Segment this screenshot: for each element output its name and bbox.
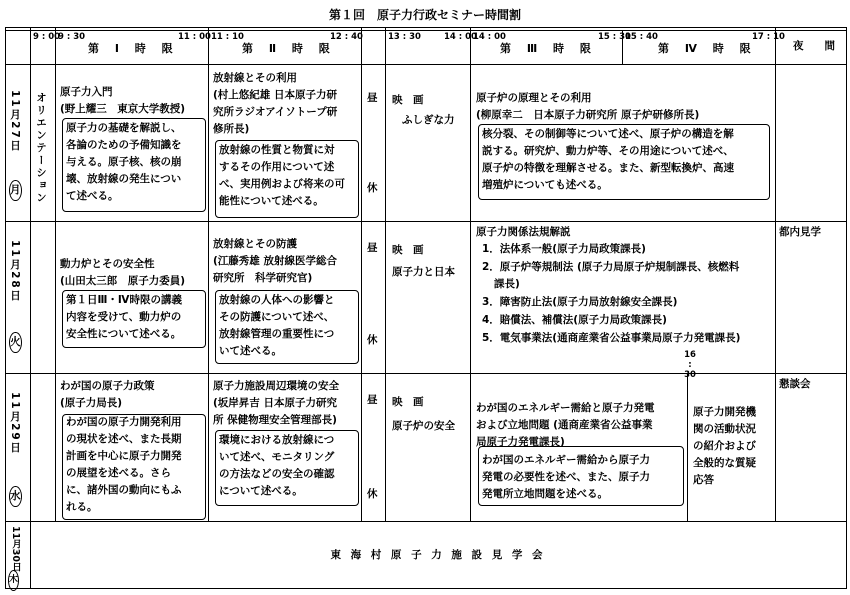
- time-9-30: 9 : 30: [58, 32, 86, 42]
- weekday-badge: 月: [9, 180, 22, 201]
- description-line: て述べる。: [66, 190, 119, 202]
- weekday-badge: 火: [9, 332, 22, 353]
- time-15-30: 15 : 30: [598, 32, 631, 42]
- lunch-label: 休: [367, 182, 378, 194]
- lecturer: 修所長): [213, 123, 250, 135]
- time-17-10: 17 : 10: [752, 32, 785, 42]
- description-line: 発電の必要性を述べ、また、原子力: [482, 471, 650, 483]
- time-11-10: 11 : 10: [211, 32, 244, 42]
- film-title: 原子力と日本: [392, 266, 455, 278]
- description-line: わが国のエネルギー需給から原子力: [482, 454, 650, 466]
- lunch-label: 昼: [367, 242, 378, 254]
- page-title: 第１回 原子力行政セミナー時間割: [328, 8, 521, 22]
- description-line: べ、実用例および将来の可: [219, 178, 345, 190]
- description-line: わが国の原子力開発利用: [66, 416, 182, 428]
- lunch-label: 休: [367, 334, 378, 346]
- lecture-title: 放射線とその防護: [213, 238, 297, 250]
- lunch-label: 昼: [367, 394, 378, 406]
- weekday-badge: 木: [8, 570, 19, 591]
- description-line: 放射線管理の重要性につ: [219, 328, 335, 340]
- description-line: 放射線の人体への影響と: [219, 294, 335, 306]
- lecturer: 所 保健物理安全管理部長): [213, 414, 337, 426]
- time-13-30: 13 : 30: [388, 32, 421, 42]
- date-label: 11月27日: [9, 90, 21, 153]
- description-line: の方法などの安全の確認: [219, 468, 335, 480]
- lecture-title: 原子力施設周辺環境の安全: [213, 380, 339, 392]
- weekday-badge: 水: [9, 486, 22, 507]
- lecture-title: わが国の原子力政策: [60, 380, 155, 392]
- description-line: いて述べ、モニタリング: [219, 451, 335, 463]
- end-time-marker: 16 : 30: [684, 350, 696, 380]
- lecturer: (柳原幸二 日本原子力研究所 原子炉研修所長): [476, 109, 700, 121]
- description-line: 放射線の性質と物質に対: [219, 144, 335, 156]
- film-title: ふしぎな力: [402, 114, 455, 126]
- law-item: 5．電気事業法(通商産業省公益事業局原子力発電課長): [482, 332, 741, 344]
- period-3-header: 第 Ⅲ 時 限: [500, 42, 597, 55]
- orientation-label: オリエンテーション: [35, 92, 47, 205]
- law-item: 2．原子炉等規制法 (原子力局原子炉規制課長、核燃料: [482, 261, 740, 273]
- description-line: 原子力開発機: [693, 406, 756, 418]
- description-line: いて述べる。: [219, 345, 282, 357]
- description-line: れる。: [66, 501, 98, 513]
- description-line: の現状を述べ、また長期: [66, 433, 182, 445]
- description-line: 原子力の基礎を解説し、: [66, 122, 182, 134]
- description-line: 環境における放射線につ: [219, 434, 335, 446]
- lecture-title: 原子力関係法規解説: [476, 226, 571, 238]
- law-item: 4．賠償法、補償法(原子力局政策課長): [482, 314, 667, 326]
- description-line: 応答: [693, 474, 714, 486]
- film-label: 映 画: [392, 94, 424, 106]
- film-title: 原子炉の安全: [392, 420, 455, 432]
- lecturer: (江藤秀雄 放射線医学総合: [213, 255, 337, 267]
- time-15-40: 15 : 40: [625, 32, 658, 42]
- description-line: 与える。原子核、核の崩: [66, 156, 182, 168]
- lecturer: (原子力局長): [60, 397, 123, 409]
- description-line: 全般的な質疑: [693, 457, 756, 469]
- lecturer: (村上悠紀雄 日本原子力研: [213, 89, 337, 101]
- lecture-title: 放射線とその利用: [213, 72, 297, 84]
- law-item: 課長): [494, 278, 520, 290]
- night-event: 都内見学: [779, 226, 821, 238]
- film-label: 映 画: [392, 244, 424, 256]
- law-item: 3．障害防止法(原子力局放射線安全課長): [482, 296, 678, 308]
- night-header: 夜 間: [793, 40, 835, 52]
- description-line: 壊、放射線の発生につい: [66, 173, 182, 185]
- description-line: 内容を受けて、動力炉の: [66, 311, 182, 323]
- date-label: 11月28日: [9, 240, 21, 303]
- description-line: の展望を述べる。さら: [66, 467, 171, 479]
- excursion-event: 東 海 村 原 子 力 施 設 見 学 会: [330, 549, 546, 561]
- description-line: 安全性について述べる。: [66, 328, 182, 340]
- lunch-label: 休: [367, 488, 378, 500]
- lecture-title: 原子力入門: [60, 86, 113, 98]
- period-2-header: 第 Ⅱ 時 限: [242, 42, 336, 55]
- period-4-header: 第 Ⅳ 時 限: [658, 42, 757, 55]
- description-line: 関の活動状況: [693, 423, 756, 435]
- description-line: 核分裂、その制御等について述べ、原子炉の構造を解: [482, 128, 734, 140]
- time-11-00: 11 : 00: [178, 32, 211, 42]
- description-line: その防護について述べ、: [219, 311, 335, 323]
- date-label: 11月29日: [9, 392, 21, 455]
- description-line: 計画を中心に原子力開発: [66, 450, 182, 462]
- night-event: 懇談会: [779, 378, 811, 390]
- description-line: 第１日Ⅲ・Ⅳ時限の講義: [66, 294, 182, 306]
- description-line: 発電所立地問題を述べる。: [482, 488, 608, 500]
- film-label: 映 画: [392, 396, 424, 408]
- description-line: 増殖炉についても述べる。: [482, 179, 608, 191]
- description-line: 各論のための予備知識を: [66, 139, 182, 151]
- lecture-title: わが国のエネルギー需給と原子力発電: [476, 402, 655, 414]
- lecture-title: 動力炉とその安全性: [60, 258, 155, 270]
- period-1-header: 第 Ⅰ 時 限: [88, 42, 179, 55]
- description-line: するその作用について述: [219, 161, 335, 173]
- law-item: 1．法体系一般(原子力局政策課長): [482, 243, 646, 255]
- description-line: の紹介および: [693, 440, 756, 452]
- time-14-00-b: 14 : 00: [473, 32, 506, 42]
- time-9-00: 9 : 00: [33, 32, 61, 42]
- lecture-title: および立地問題 (通商産業省公益事業: [476, 419, 653, 431]
- description-line: 原子炉の特徴を理解させる。また、新型転換炉、高速: [482, 162, 734, 174]
- description-line: 説する。研究炉、動力炉等、その用途について述べ、: [482, 145, 734, 157]
- description-line: に、諸外国の動向にもふ: [66, 484, 182, 496]
- lecturer: (野上耀三 東京大学教授): [60, 103, 186, 115]
- lecturer: (山田太三郎 原子力委員): [60, 275, 186, 287]
- lecturer: 研究所 科学研究官): [213, 272, 313, 284]
- lecturer: (坂岸昇吉 日本原子力研究: [213, 397, 337, 409]
- time-12-40: 12 : 40: [330, 32, 363, 42]
- description-line: 能性について述べる。: [219, 195, 324, 207]
- lecture-title: 原子炉の原理とその利用: [476, 92, 592, 104]
- lecturer: 局原子力発電課長): [476, 436, 565, 448]
- description-line: について述べる。: [219, 485, 303, 497]
- lecturer: 究所ラジオアイソトープ研: [213, 106, 338, 118]
- date-label: 11月30日: [10, 526, 21, 572]
- time-14-00-a: 14 : 00: [444, 32, 477, 42]
- lunch-label: 昼: [367, 92, 378, 104]
